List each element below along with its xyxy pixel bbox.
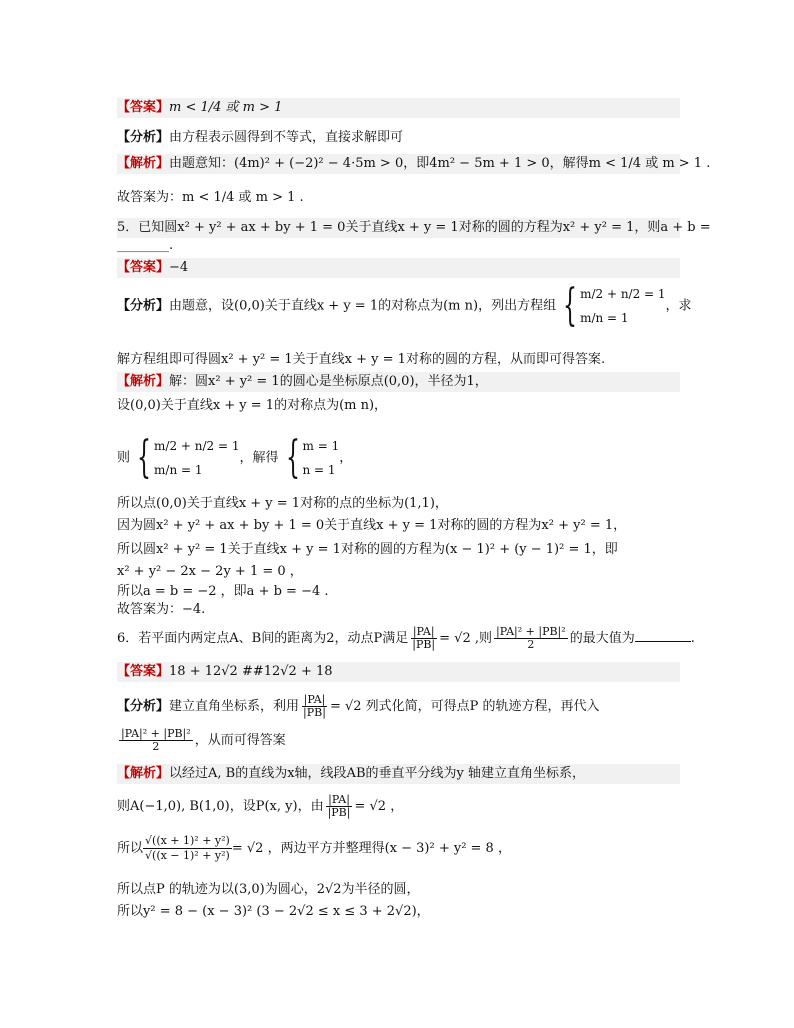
- q6-analysis-line1-b: = √2 列式化简，可得点P 的轨迹方程，再代入: [329, 699, 600, 714]
- q6-answer-text: 18 + 12√2 ##12√2 + 18: [169, 664, 333, 679]
- q4-analysis-tag: 【分析】: [117, 130, 170, 145]
- q4-solution-tag: 【解析】: [117, 156, 170, 171]
- q6-question-frac-den: |PB|: [412, 638, 436, 651]
- q6-question-mid: = √2 ,则: [439, 631, 492, 646]
- q6-analysis-frac: [301, 694, 328, 719]
- q6-analysis-tag: 【分析】: [117, 699, 170, 714]
- q4-analysis-text: 由方程表示圆得到不等式，直接求解即可: [169, 130, 404, 145]
- q6-solution-sqrt-frac: [143, 834, 232, 863]
- q6-solution-frac-den: |PB|: [327, 806, 351, 819]
- q6-solution-tag: 【解析】: [117, 766, 170, 781]
- q5-solution-line3-prefix: 则: [117, 450, 131, 466]
- q6-question-row: 6．若平面内两定点A、B间的距离为2，动点P满足 $\frac{|PA|}{|PB|}$ = √2 ,则 $\frac{\text{|PA|² + |PB|²}}{2}$ 的最大值为 .: [117, 625, 695, 651]
- q5-solution-row8: [117, 582, 329, 602]
- q5-analysis-row: [117, 280, 692, 331]
- q6-analysis-frac-num: |PA|: [303, 693, 326, 706]
- q5-question-row2: [117, 236, 173, 256]
- q6-question-suffix: 的最大值为: [569, 631, 635, 646]
- q5-solution-system: { m/2 + n/2 = 1 m/n = 1: [137, 432, 240, 483]
- q5-solution-system-row1: m/2 + n/2 = 1: [154, 439, 240, 453]
- q6-solution-sqrt-num: √((x + 1)² + y²): [145, 834, 230, 847]
- q5-solution-system-row2: m/n = 1: [154, 463, 203, 477]
- q5-solution-line1: 解：圆x² + y² = 1的圆心是坐标原点(0,0)，半径为1，: [169, 374, 488, 389]
- q6-analysis-line2-b: ，从而可得答案: [194, 733, 286, 748]
- q6-question-prefix: 6．若平面内两定点A、B间的距离为2，动点P满足: [117, 631, 409, 646]
- q5-solution-row4: [117, 494, 448, 514]
- q5-solution-sol-row2: n = 1: [302, 463, 336, 477]
- q6-analysis-frac2-num: |PA|² + |PB|²: [121, 727, 191, 740]
- q6-analysis-frac-den: |PB|: [303, 706, 326, 719]
- q6-solution-line2-b: = √2 ，: [354, 799, 404, 814]
- q5-analysis-system-row1: m/2 + n/2 = 1: [580, 287, 666, 301]
- answer-blank: [635, 627, 691, 642]
- q6-solution-line5: 所以y² = 8 − (x − 3)² (3 − 2√2 ≤ x ≤ 3 + 2√2)，: [117, 904, 430, 919]
- q6-question-frac-num: |PA|: [412, 625, 435, 638]
- q5-solution-row5: [117, 516, 626, 536]
- q6-solution-frac-num: |PA|: [328, 793, 350, 806]
- q5-solution-line4: 所以点(0,0)关于直线x + y = 1对称的点的坐标为(1,1)，: [117, 496, 448, 511]
- q5-analysis-text-a: 由题意，设(0,0)关于直线x + y = 1的对称点为(m n)，列出方程组: [169, 298, 557, 314]
- q6-analysis-row1: [117, 694, 600, 719]
- q6-solution-sqrt-den: √((x − 1)² + y²): [145, 849, 230, 862]
- q6-answer-row: [117, 662, 680, 682]
- q5-solution-line6: 所以圆x² + y² = 1关于直线x + y = 1对称的圆的方程为(x − 1)² + (y − 1)² = 1，即: [117, 542, 618, 557]
- q6-analysis-frac2: [119, 728, 193, 753]
- q6-solution-line3-suffix: = √2 ，两边平方并整理得(x − 3)² + y² = 8 ，: [231, 841, 511, 856]
- q5-analysis-tag: 【分析】: [117, 298, 170, 314]
- q5-analysis-system-row2: m/n = 1: [580, 311, 629, 325]
- q5-solution-line8: 所以a = b = −2 ，即a + b = −4 .: [117, 584, 329, 599]
- q6-answer-tag: 【答案】: [117, 664, 170, 679]
- q4-final-text: 故答案为：m < 1/4 或 m > 1 .: [117, 190, 304, 205]
- q5-solution-sol-row1: m = 1: [302, 439, 340, 453]
- q5-solution-row6: [117, 540, 618, 560]
- q6-solution-frac: [326, 794, 353, 819]
- q4-solution-text: 由题意知：(4m)² + (−2)² − 4·5m > 0，即4m² − 5m + 1 > 0，解得m < 1/4 或 m > 1 .: [169, 156, 711, 171]
- q5-solution-row2: [117, 396, 387, 416]
- q5-solution-row3: [117, 432, 353, 483]
- q5-analysis-system: [556, 280, 666, 331]
- q5-solution-result-system: { m = 1 n = 1: [285, 432, 340, 483]
- q6-analysis-line1-a: 建立直角坐标系，利用: [169, 699, 300, 714]
- q5-final-row: [117, 600, 205, 620]
- q6-analysis-frac2-den: 2: [152, 740, 160, 753]
- q5-analysis-text-c: 解方程组即可得圆x² + y² = 1关于直线x + y = 1对称的圆的方程，从而即可得答案.: [117, 352, 606, 367]
- q6-solution-row4: [117, 880, 420, 900]
- q6-question-frac2: [494, 626, 568, 651]
- q6-analysis-row2: [117, 728, 286, 753]
- q5-final-text: 故答案为：−4.: [117, 602, 206, 617]
- q5-solution-line5: 因为圆x² + y² + ax + by + 1 = 0关于直线x + y = 1对称的圆的方程为x² + y² = 1，: [117, 518, 627, 533]
- q6-solution-row3: [117, 834, 511, 863]
- q5-answer-row: [117, 258, 680, 278]
- q5-solution-line3-suffix: ，: [339, 450, 353, 466]
- brace-glyph: {: [563, 280, 578, 331]
- q6-question-frac2-den: 2: [527, 638, 535, 651]
- q6-question-frac: [410, 626, 437, 651]
- q5-analysis-row2: [117, 350, 605, 370]
- q6-solution-line1: 以经过A, B的直线为x轴，线段AB的垂直平分线为y 轴建立直角坐标系，: [169, 766, 585, 781]
- q6-question-frac2-num: |PA|² + |PB|²: [496, 625, 566, 638]
- q4-solution-row: [117, 154, 711, 174]
- q5-answer-text: −4: [169, 260, 189, 275]
- q5-question-line1: 5．已知圆x² + y² + ax + by + 1 = 0关于直线x + y = 1对称的圆的方程为x² + y² = 1，则a + b =: [117, 220, 711, 235]
- q5-solution-line3-mid: ，解得: [239, 450, 279, 466]
- q5-solution-line2: 设(0,0)关于直线x + y = 1的对称点为(m n)，: [117, 398, 388, 413]
- q6-solution-row5: [117, 902, 430, 922]
- q4-answer-text: m < 1/4 或 m > 1: [169, 100, 283, 115]
- q5-solution-line7: x² + y² − 2x − 2y + 1 = 0 ，: [117, 564, 303, 579]
- q5-answer-tag: 【答案】: [117, 260, 170, 275]
- q6-solution-line2-a: 则A(−1,0), B(1,0)，设P(x, y)，由: [117, 799, 324, 814]
- q5-solution-row1: [117, 372, 680, 392]
- q5-question-row: [117, 218, 711, 238]
- q5-question-line2: ________.: [117, 238, 174, 253]
- q5-analysis-text-b: ，求: [665, 298, 692, 314]
- q5-solution-tag: 【解析】: [117, 374, 170, 389]
- q5-solution-row7: [117, 562, 303, 582]
- q6-solution-line4: 所以点P 的轨迹为以(3,0)为圆心，2√2为半径的圆，: [117, 882, 420, 897]
- q6-solution-line3-prefix: 所以: [117, 841, 144, 856]
- q4-answer-tag: 【答案】: [117, 100, 170, 115]
- q6-solution-row2: [117, 794, 403, 819]
- q6-solution-row1: [117, 764, 680, 784]
- q4-answer-row: [117, 98, 680, 118]
- q4-analysis-row: [117, 128, 403, 148]
- q4-final-row: [117, 188, 304, 208]
